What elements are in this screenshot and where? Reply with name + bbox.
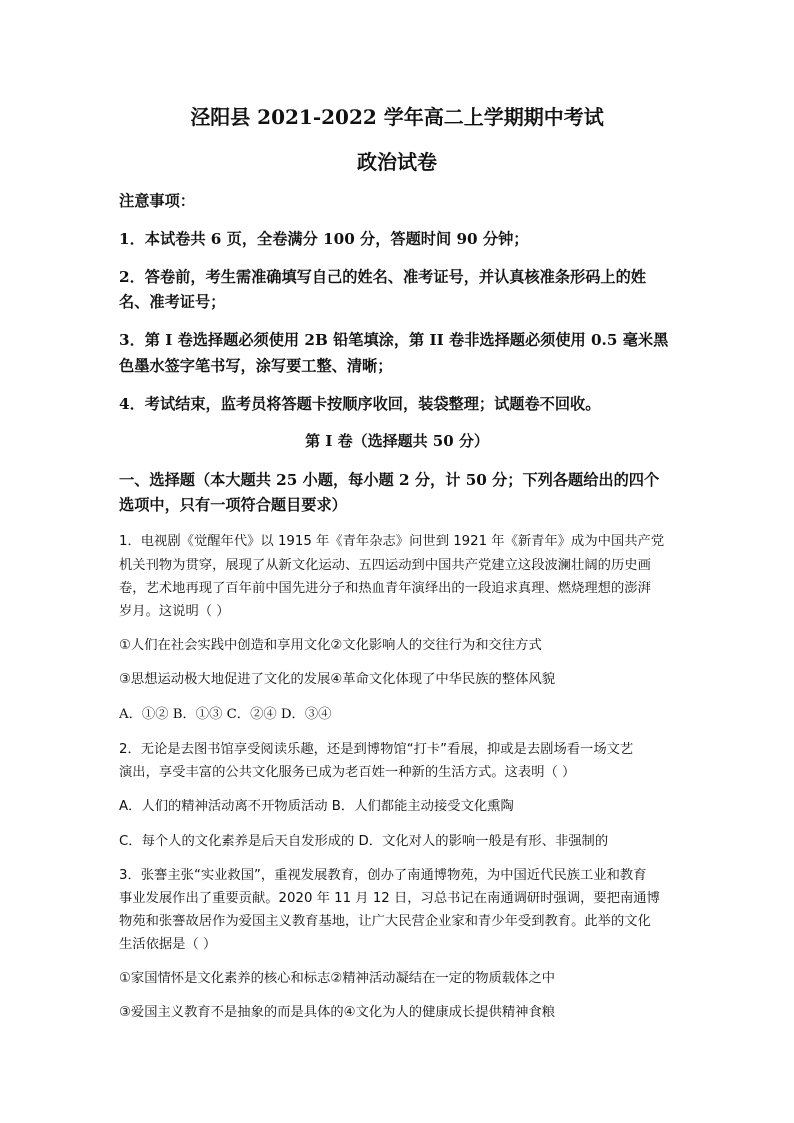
question-1-stem: 岁月。这说明（ ） (119, 604, 230, 619)
question-3-statements: ③爱国主义教育不是抽象的而是具体的④文化为人的健康成长提供精神食粮 (119, 1005, 556, 1020)
notice-item-4: 4．考试结束，监考员将答题卡按顺序收回，装袋整理；试题卷不回收。 (119, 395, 601, 413)
section-intro: 一、选择题（本大题共 25 小题，每小题 2 分，计 50 分；下列各题给出的四个 (119, 471, 660, 489)
exam-subject: 政治试卷 (357, 150, 437, 174)
question-2-stem: 2．无论是去图书馆享受阅读乐趣，还是到博物馆“打卡”看展，抑或是去剧场看一场文艺 (119, 742, 634, 757)
notice-item-2-cont: 名、准考证号； (119, 293, 226, 311)
notice-item-3: 3．第 I 卷选择题必须使用 2B 铅笔填涂，第 II 卷非选择题必须使用 0.5 毫米黑 (119, 331, 669, 349)
notice-heading: 注意事项： (119, 192, 195, 210)
question-1-statements: ③思想运动极大地促进了文化的发展④革命文化体现了中华民族的整体风貌 (119, 672, 556, 687)
question-2-stem: 演出，享受丰富的公共文化服务已成为老百姓一种新的生活方式。这表明（ ） (119, 765, 576, 780)
section-intro-cont: 选项中，只有一项符合题目要求） (119, 496, 347, 514)
question-3-stem: 3．张謇主张“实业救国”，重视发展教育，创办了南通博物苑，为中国近代民族工业和教育 (119, 868, 647, 883)
question-3-statements: ①家国情怀是文化素养的核心和标志②精神活动凝结在一定的物质载体之中 (119, 971, 556, 986)
question-1-statements: ①人们在社会实践中创造和享用文化②文化影响人的交往行为和交往方式 (119, 638, 542, 653)
question-2-option-ab: A．人们的精神活动离不开物质活动 B．人们都能主动接受文化熏陶 (119, 799, 514, 814)
question-3-stem: 事业发展作出了重要贡献。2020 年 11 月 12 日，习总书记在南通调研时强调，要把南通博 (119, 891, 660, 906)
notice-item-1: 1．本试卷共 6 页，全卷满分 100 分，答题时间 90 分钟； (119, 230, 529, 248)
question-1-stem: 机关刊物为贯穿，展现了从新文化运动、五四运动到中国共产党建立这段波澜壮阔的历史画 (119, 558, 651, 573)
question-3-stem: 生活依据是（ ） (119, 937, 217, 952)
part1-heading: 第 I 卷（选择题共 50 分） (305, 432, 489, 450)
question-1-stem: 卷，艺术地再现了百年前中国先进分子和热血青年演绎出的一段追求真理、燃烧理想的澎湃 (119, 581, 651, 596)
question-1-stem: 1．电视剧《觉醒年代》以 1915 年《青年杂志》问世到 1921 年《新青年》成为中国共产党 (119, 534, 665, 549)
question-2-option-cd: C．每个人的文化素养是后天自发形成的 D．文化对人的影响一般是有形、非强制的 (119, 834, 609, 849)
exam-title: 泾阳县 2021-2022 学年高二上学期期中考试 (190, 105, 604, 129)
question-1-options: A．①② B．①③ C．②④ D．③④ (119, 707, 332, 722)
question-3-stem: 物苑和张謇故居作为爱国主义教育基地，让广大民营企业家和青少年受到教育。此举的文化 (119, 914, 651, 929)
notice-item-3-cont: 色墨水签字笔书写，涂写要工整、清晰； (119, 357, 393, 375)
notice-item-2: 2．答卷前，考生需准确填写自己的姓名、准考证号，并认真核准条形码上的姓 (119, 268, 646, 286)
